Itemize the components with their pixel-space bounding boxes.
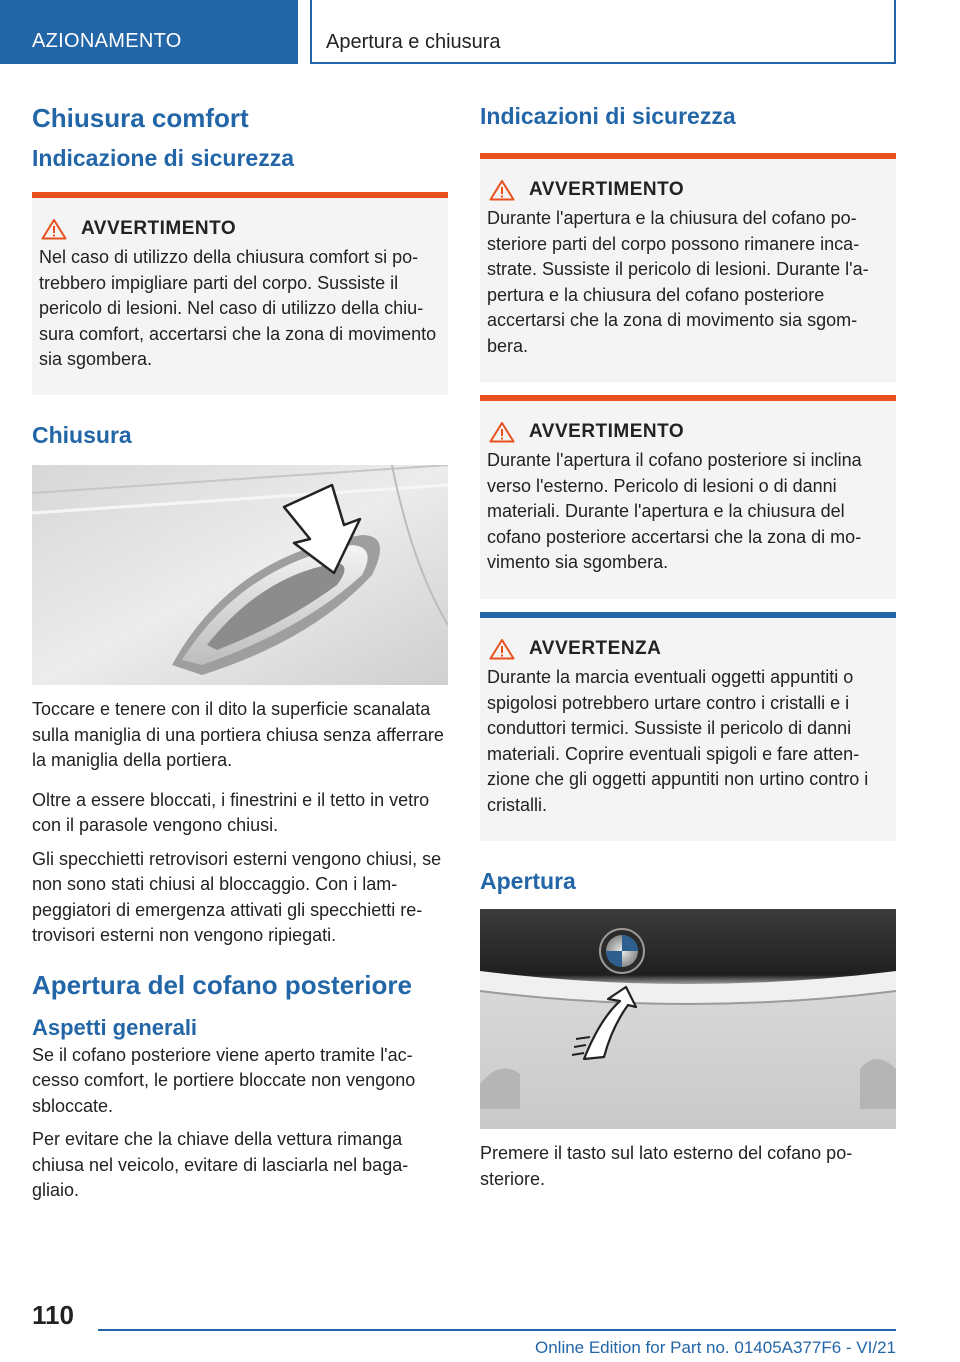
closing-windows-note: Oltre a essere bloccati, i finestrini e il tetto in vetro con il parasole vengono chiusi.: [32, 789, 430, 835]
tailgate-button-illustration: [480, 909, 896, 1129]
warning-title: [489, 179, 888, 201]
header-chapter-title: Apertura e chiusura: [326, 31, 501, 53]
footer-edition: Online Edition for Part no. 01405A377F6 - VI/21: [534, 1338, 896, 1357]
left-column: [32, 100, 448, 1212]
warning-title: [41, 218, 440, 240]
warning-label: AVVERTIMENTO: [529, 179, 685, 200]
header-section-tab: AZIONAMENTO: [0, 0, 298, 64]
subtitle-safety-notes: Indicazioni di sicurezza: [480, 103, 736, 129]
notice-title: [489, 638, 888, 660]
footer-rule: [98, 1329, 896, 1331]
closing-mirrors-note: Gli specchietti retrovisori esterni vengono chiusi, se non sono stati chiusi al bloccaggio. Con i lampeggiatori di emergenza attivati gli specchietti retrovisori esterni non vengono ripiegati.: [32, 848, 442, 945]
warning-label: AVVERTIMENTO: [529, 421, 685, 442]
section-title-comfort-closing: Chiusura comfort: [32, 103, 249, 133]
page-number: 110: [32, 1300, 74, 1330]
notice-text: Durante la marcia eventuali oggetti appuntiti o spigolosi potrebbero urtare contro i cristalli e i conduttori termici. Sussiste il pericolo di danni materiali. Coprire eventuali spigoli e fare attenzione che gli oggetti appuntiti non urtino contro i cristalli.: [487, 667, 869, 815]
subtitle-opening: Apertura: [480, 868, 576, 894]
warning-title: [489, 421, 888, 443]
door-handle-illustration: [32, 465, 448, 685]
right-column: [480, 100, 896, 1200]
notice-box-objects: [480, 612, 896, 841]
warning-triangle-icon: [489, 638, 515, 660]
subtitle-general-aspects: Aspetti generali: [32, 1014, 198, 1040]
warning-triangle-icon: [489, 179, 515, 201]
section-title-tailgate-opening: Apertura del cofano posteriore: [32, 969, 412, 1000]
closing-instruction: Toccare e tenere con il dito la superficie scanalata sulla maniglia di una portiera chiusa senza afferrare la maniglia della portiera.: [32, 699, 444, 770]
warning-box-comfort: [32, 192, 448, 395]
notice-label: AVVERTENZA: [529, 638, 662, 659]
subtitle-closing: Chiusura: [32, 422, 132, 448]
general-access-note: Se il cofano posteriore viene aperto tramite l'accesso comfort, le portiere bloccate non vengono sbloccate.: [32, 1044, 416, 1116]
warning-triangle-icon: [41, 218, 67, 240]
warning-text: Durante l'apertura il cofano posteriore si inclina verso l'esterno. Pericolo di lesioni o di danni materiali. Durante l'apertura e la chiusura del cofano posteriore accertarsi che la zona di movimento sia sgombera.: [487, 450, 862, 572]
general-key-note: Per evitare che la chiave della vettura rimanga chiusa nel veicolo, evitare di lasciarla nel bagagliaio.: [32, 1129, 409, 1200]
subtitle-safety-note: Indicazione di sicurezza: [32, 145, 295, 171]
warning-text: Durante l'apertura e la chiusura del cofano posteriore parti del corpo possono rimanere incastrate. Sussiste il pericolo di lesioni. Durante l'apertura e la chiusura del cofano posteriore accertarsi che la zona di movimento sia sgombera.: [487, 208, 869, 356]
warning-triangle-icon: [489, 421, 515, 443]
opening-instruction: Premere il tasto sul lato esterno del cofano posteriore.: [480, 1143, 853, 1189]
warning-text: Nel caso di utilizzo della chiusura comfort si potrebbero impigliare parti del corpo. Sussiste il pericolo di lesioni. Nel caso di utilizzo della chiusura comfort, accertarsi che la zona di movimento sia sgombera.: [39, 247, 437, 369]
warning-box-tailgate-2: [480, 395, 896, 599]
warning-box-tailgate-1: [480, 153, 896, 382]
warning-label: AVVERTIMENTO: [81, 218, 237, 239]
